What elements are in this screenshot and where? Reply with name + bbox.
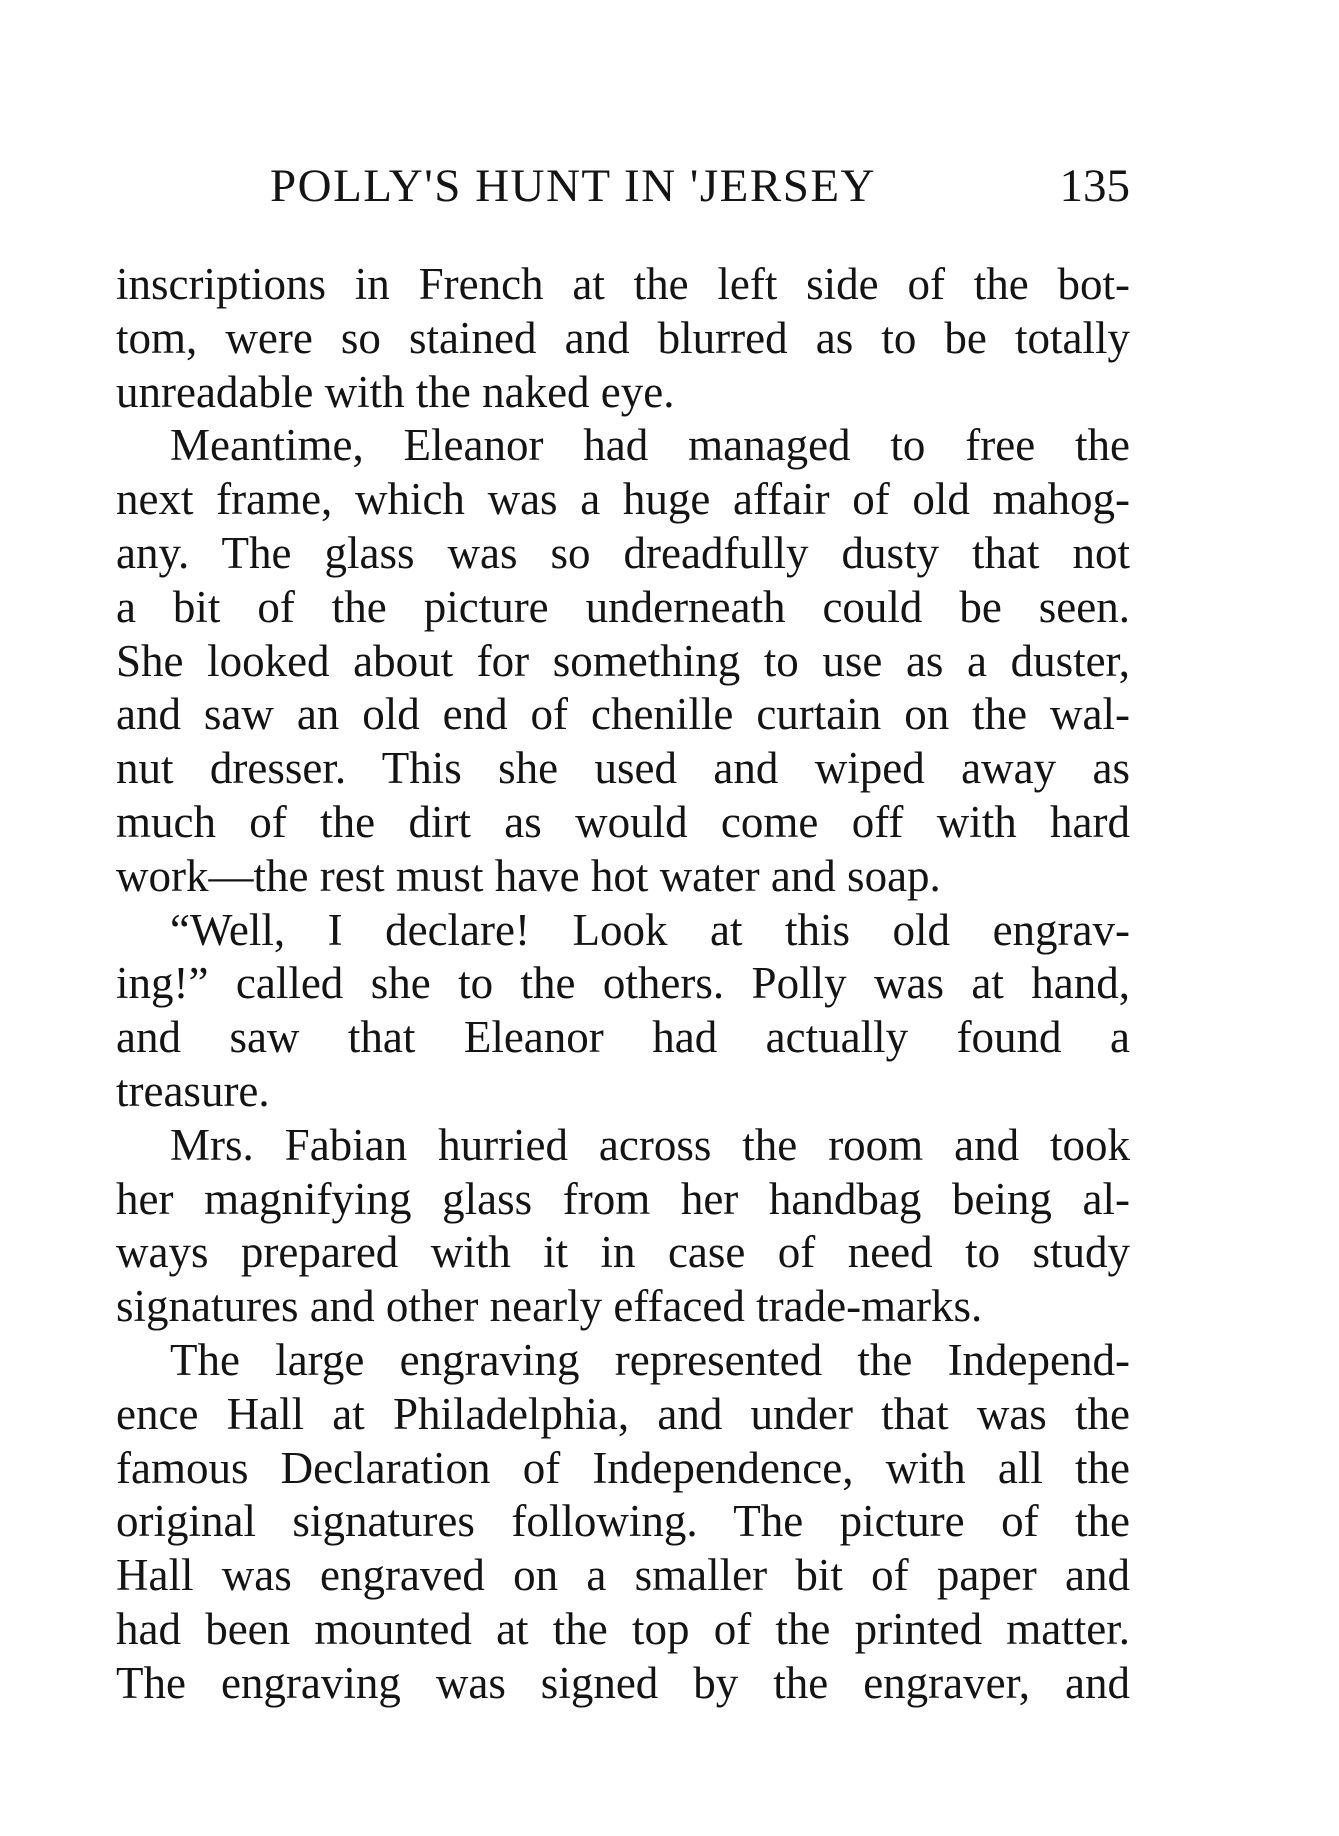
text-line: next frame, which was a huge affair of old mahog- xyxy=(116,474,1130,525)
text-line: her magnifying glass from her handbag being al- xyxy=(116,1173,1130,1224)
text-line: any. The glass was so dreadfully dusty that not xyxy=(116,527,1130,578)
text-line: a bit of the picture underneath could be seen. xyxy=(116,581,1130,632)
text-line: The large engraving represented the Independ- xyxy=(170,1334,1130,1385)
text-line: treasure. xyxy=(116,1065,270,1116)
text-line: work—the rest must have hot water and soap. xyxy=(116,850,941,901)
text-line: and saw an old end of chenille curtain on the wal- xyxy=(116,689,1130,740)
text-line: tom, were so stained and blurred as to be totally xyxy=(116,312,1130,363)
text-line: original signatures following. The picture of the xyxy=(116,1496,1130,1547)
text-line: and saw that Eleanor had actually found a xyxy=(116,1012,1130,1063)
text-line: famous Declaration of Independence, with all the xyxy=(116,1442,1130,1493)
text-line: much of the dirt as would come off with hard xyxy=(116,796,1130,847)
text-line: inscriptions in French at the left side of the bot- xyxy=(116,259,1130,309)
text-line: ing!” called she to the others. Polly was at hand, xyxy=(116,958,1130,1009)
body-text xyxy=(116,258,1130,1711)
text-line: Hall was engraved on a smaller bit of paper and xyxy=(116,1550,1130,1601)
running-head xyxy=(116,150,1130,230)
text-line: Mrs. Fabian hurried across the room and took xyxy=(170,1119,1130,1170)
text-line: “Well, I declare! Look at this old engrav- xyxy=(170,904,1130,955)
text-line: She looked about for something to use as a duster, xyxy=(116,635,1130,686)
text-line: had been mounted at the top of the printed matter. xyxy=(116,1603,1130,1654)
text-line: The engraving was signed by the engraver, and xyxy=(116,1657,1130,1708)
text-line: signatures and other nearly effaced trade-marks. xyxy=(116,1281,983,1332)
text-line: ways prepared with it in case of need to study xyxy=(116,1227,1130,1278)
text-line: ence Hall at Philadelphia, and under that was the xyxy=(116,1388,1130,1439)
page-number: 135 xyxy=(1059,160,1130,212)
text-line: unreadable with the naked eye. xyxy=(116,366,675,417)
running-title: POLLY'S HUNT IN 'JERSEY xyxy=(270,160,876,212)
text-line: Meantime, Eleanor had managed to free the xyxy=(170,420,1130,471)
text-line: nut dresser. This she used and wiped away as xyxy=(116,743,1130,794)
